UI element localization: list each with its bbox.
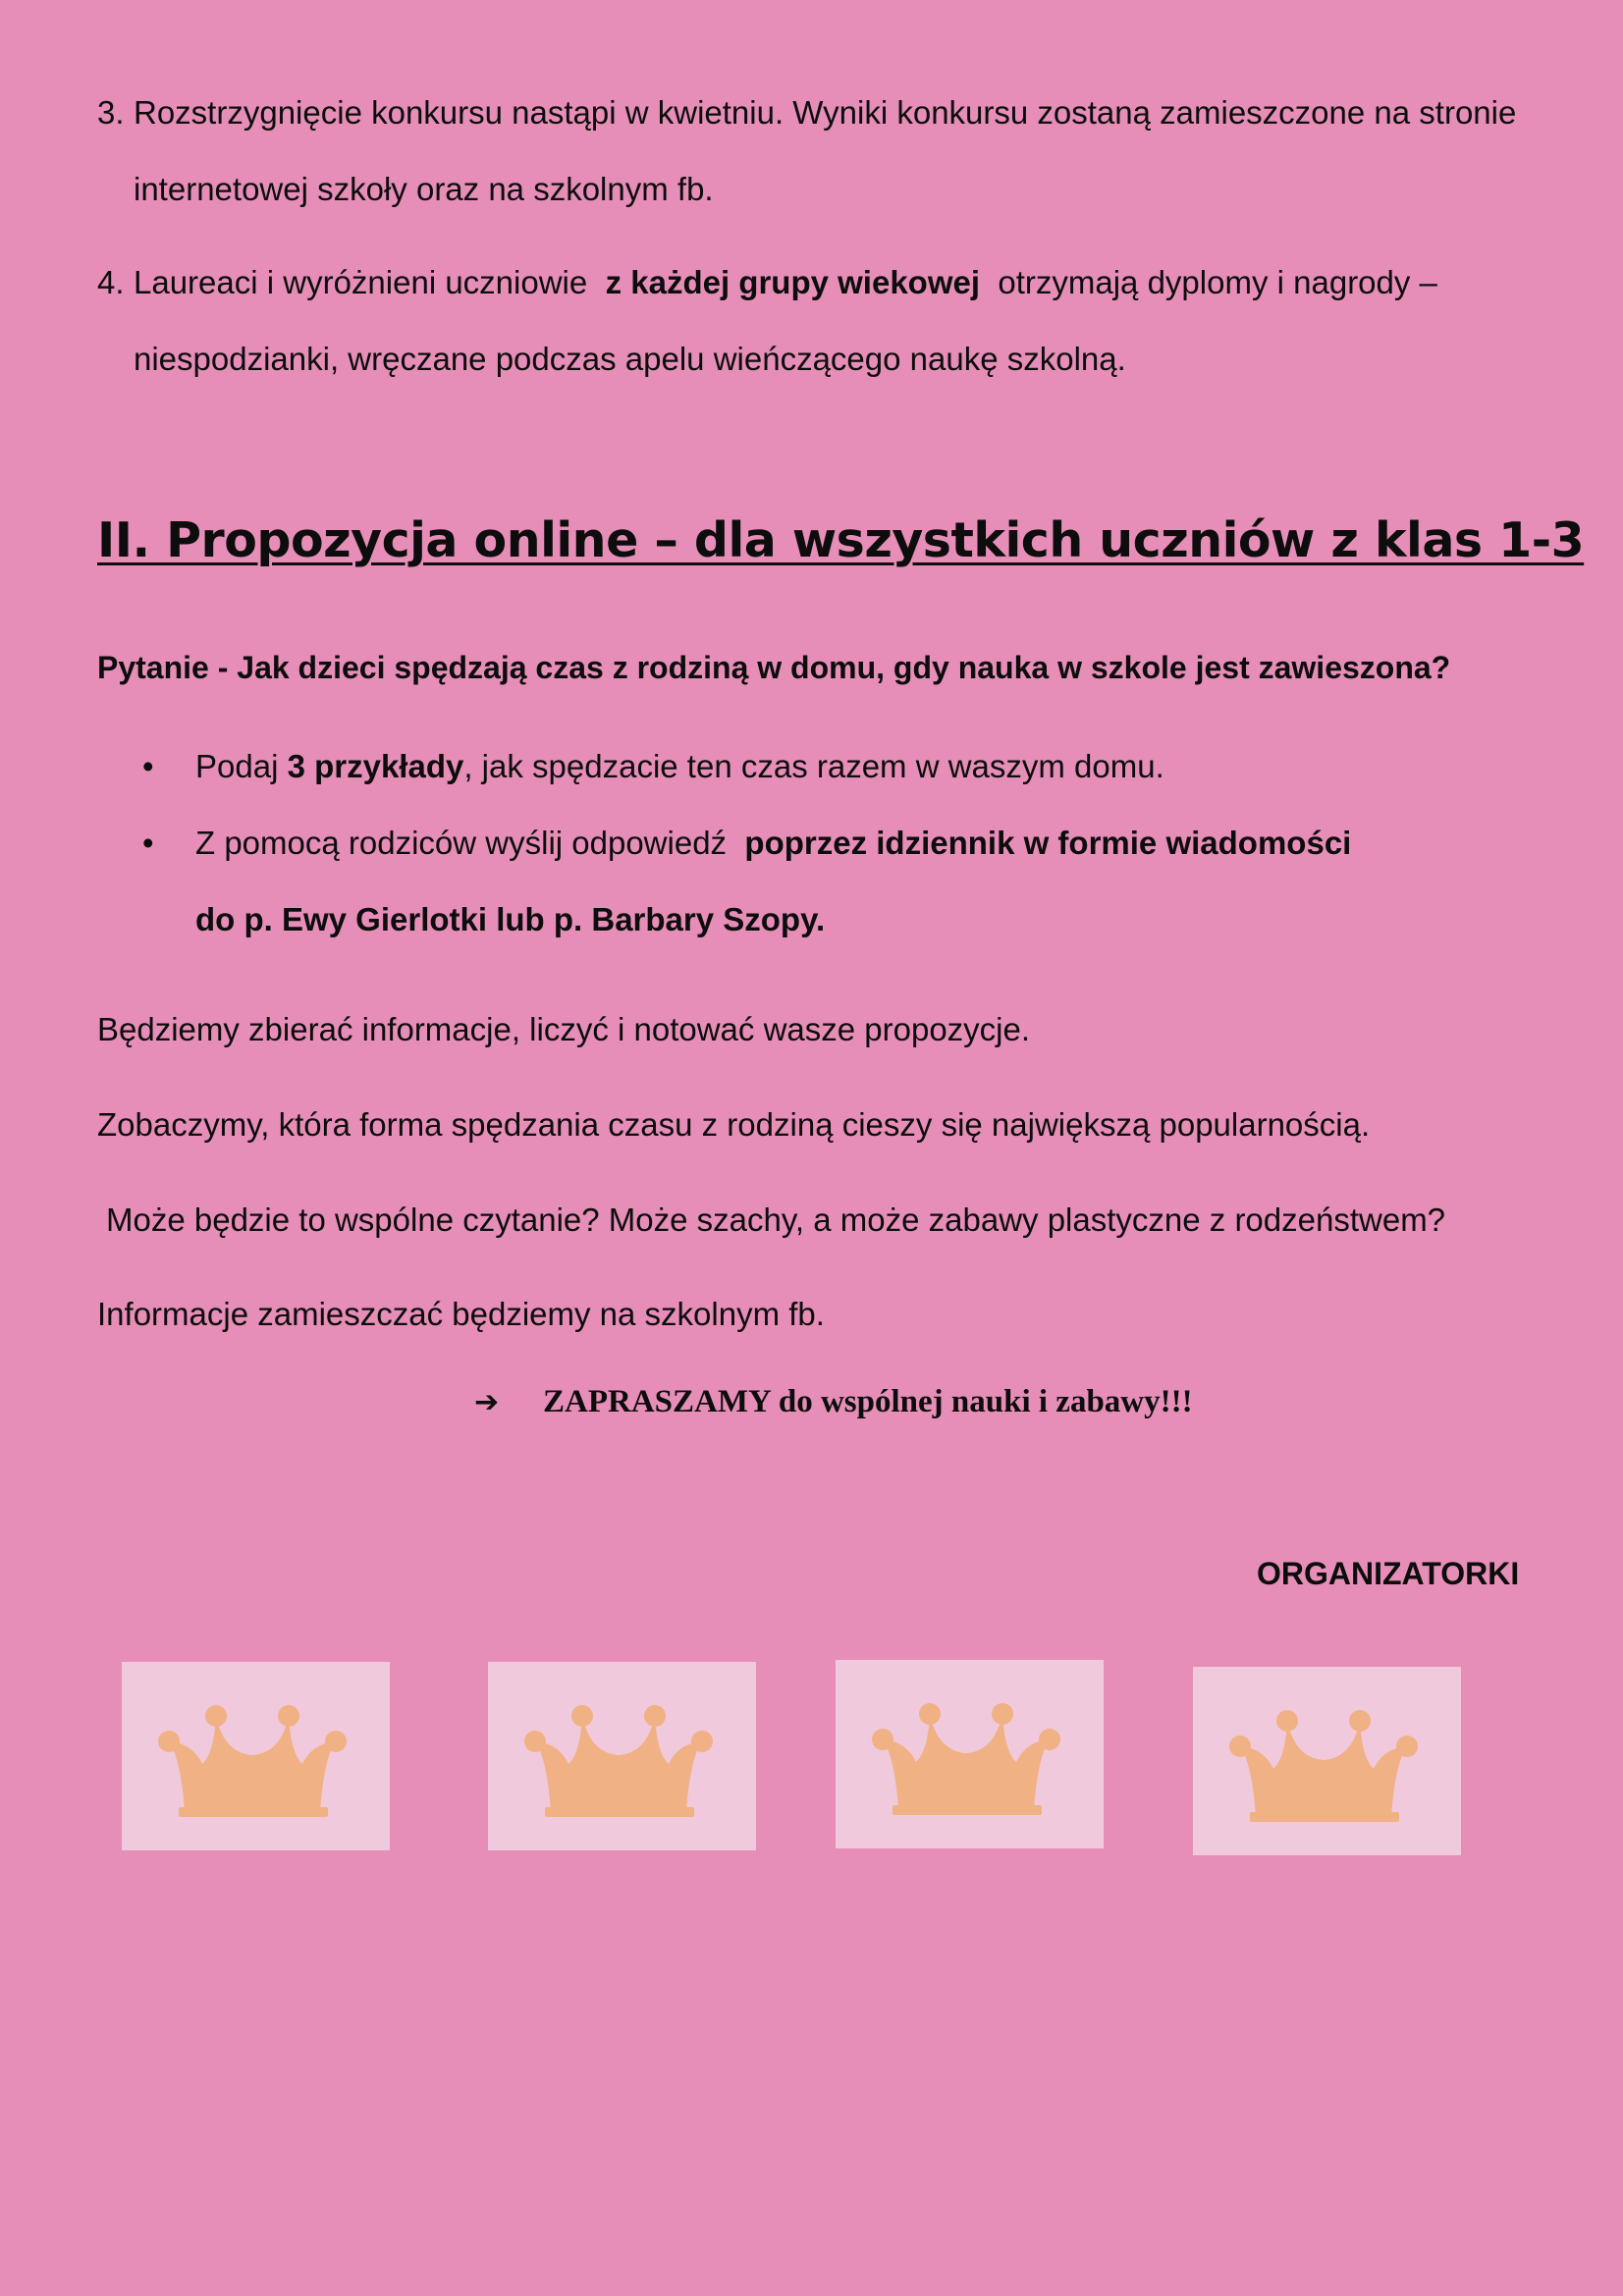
paragraph: Informacje zamieszczać będziemy na szkolnym fb.: [97, 1296, 825, 1332]
item-text-line: internetowej szkoły oraz na szkolnym fb.: [134, 171, 714, 207]
crown-icon: [521, 1699, 728, 1817]
item-text: otrzymają dyplomy i nagrody –: [998, 264, 1437, 300]
item-number: 4.: [97, 264, 125, 300]
bullet-text: Podaj: [195, 748, 279, 784]
bullet-bold-text: 3 przykłady: [287, 748, 464, 784]
paragraph: Będziemy zbierać informacje, liczyć i notować wasze propozycje.: [97, 1011, 1031, 1047]
crown-icon: [1226, 1704, 1433, 1822]
invitation: [474, 1384, 1193, 1420]
crown-image: [488, 1662, 756, 1850]
crown-image: [1193, 1667, 1461, 1855]
item-text-line: niespodzianki, wręczane podczas apelu wieńczącego naukę szkolną.: [134, 341, 1126, 377]
rule-item-3: [97, 75, 1550, 228]
bullet-text: Z pomocą rodziców wyślij odpowiedź: [195, 825, 728, 861]
crown-icon: [155, 1699, 361, 1817]
invitation-text: ZAPRASZAMY do wspólnej nauki i zabawy!!!: [543, 1384, 1193, 1419]
bullet-bold-text: poprzez idziennik w formie wiadomości: [744, 825, 1352, 861]
arrow-right-icon: ➔: [474, 1385, 500, 1419]
paragraph: Może będzie to wspólne czytanie? Może szachy, a może zabawy plastyczne z rodzeństwem?: [106, 1201, 1446, 1238]
organizers-label: ORGANIZATORKI: [1257, 1556, 1520, 1591]
paragraph: Zobaczymy, która forma spędzania czasu z rodziną cieszy się największą popularnością.: [97, 1106, 1371, 1143]
crown-image: [122, 1662, 390, 1850]
item-text: Laureaci i wyróżnieni uczniowie: [134, 264, 588, 300]
bullet-dot: •: [142, 748, 154, 784]
crown-icon: [869, 1697, 1075, 1815]
bullet-continuation: do p. Ewy Gierlotki lub p. Barbary Szopy.: [195, 901, 826, 937]
item-bold-text: z każdej grupy wiekowej: [605, 264, 981, 300]
list-item: [142, 805, 1351, 881]
item-text-line: Rozstrzygnięcie konkursu nastąpi w kwietniu. Wyniki konkursu zostaną zamieszczone na stronie: [134, 94, 1517, 131]
question-text: Pytanie - Jak dzieci spędzają czas z rodziną w domu, gdy nauka w szkole jest zawieszona?: [97, 650, 1451, 685]
bullet-text: , jak spędzacie ten czas razem w waszym domu.: [463, 748, 1164, 784]
rule-item-4: [97, 244, 1550, 398]
section-heading: II. Propozycja online – dla wszystkich uczniów z klas 1-3: [97, 512, 1585, 568]
bullet-dot: •: [142, 825, 154, 861]
bullet-list: [142, 728, 1351, 958]
list-item: [142, 728, 1351, 805]
crown-image: [836, 1660, 1104, 1848]
item-number: 3.: [97, 94, 125, 131]
